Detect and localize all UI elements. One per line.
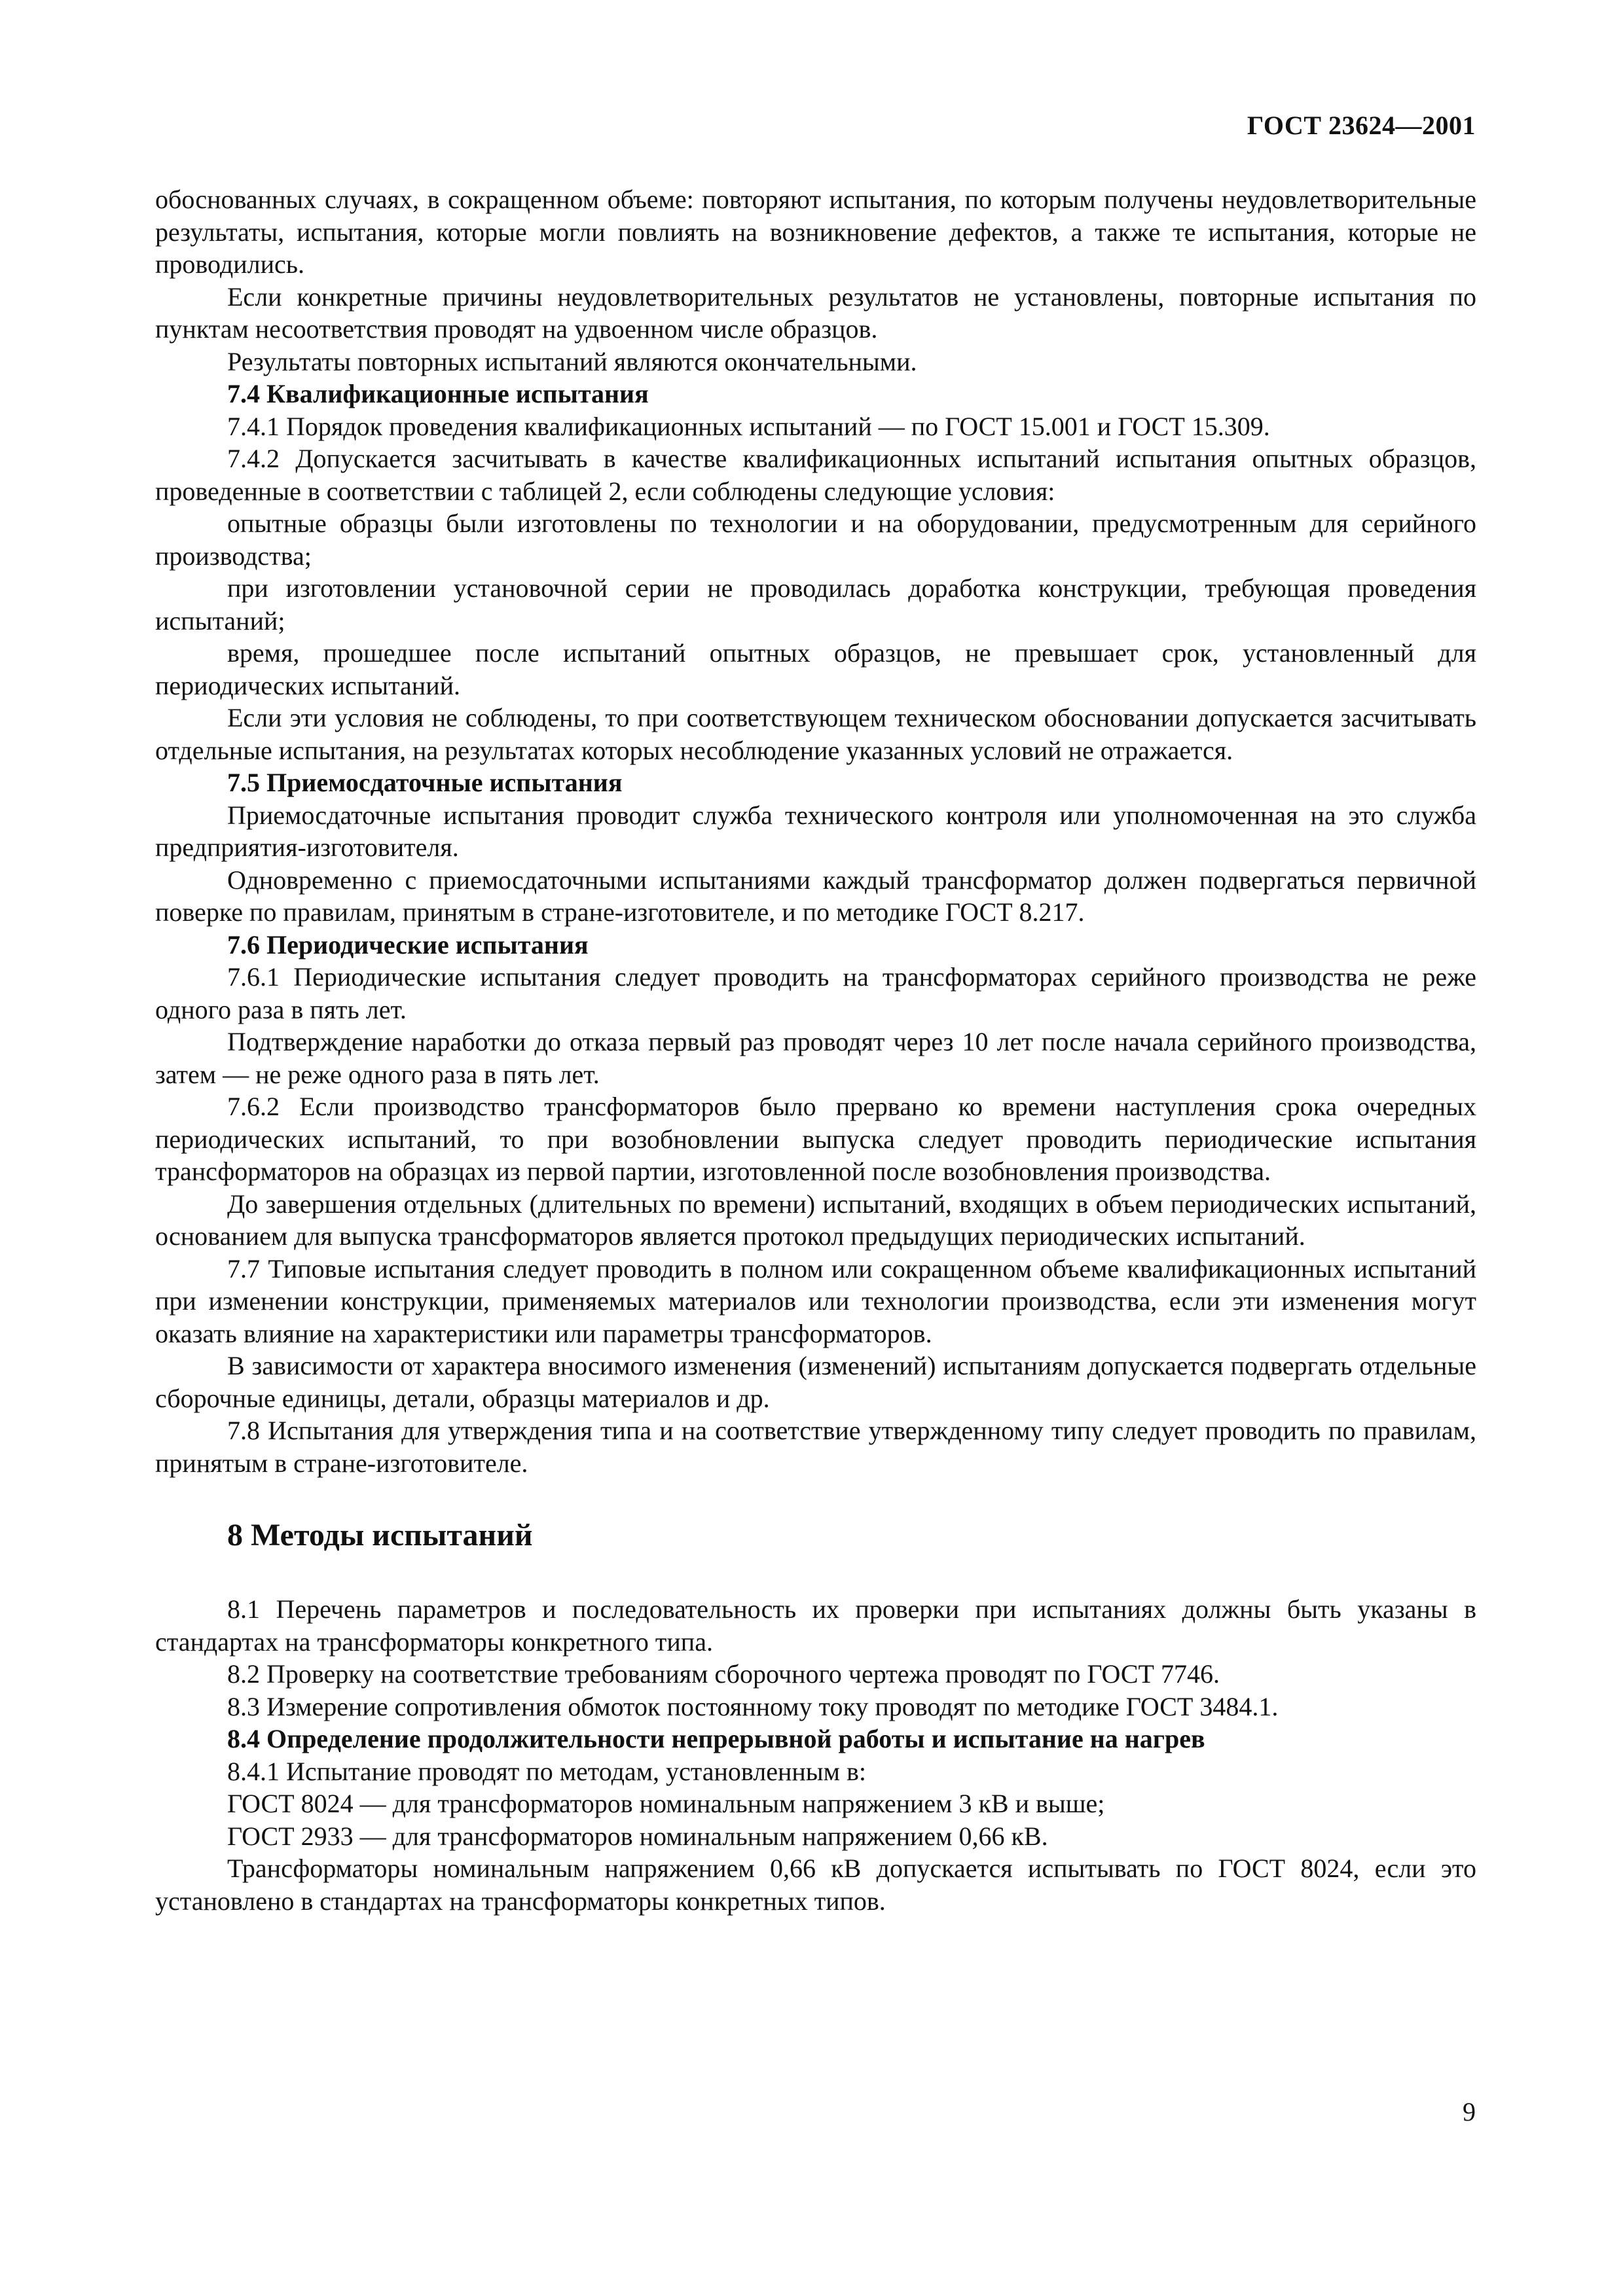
document-body (155, 183, 1476, 1917)
paragraph: До завершения отдельных (длительных по времени) испытаний, входящих в объем периодических испытаний, основанием для выпуска трансформаторов является протокол предыдущих периодических испытаний. (155, 1189, 1476, 1251)
paragraph: Трансформаторы номинальным напряжением 0,66 кВ допускается испытывать по ГОСТ 8024, если это установлено в стандартах на трансформаторы конкретных типов. (155, 1854, 1476, 1916)
document-header: ГОСТ 23624—2001 (1247, 111, 1476, 140)
paragraph: время, прошедшее после испытаний опытных образцов, не превышает срок, установленный для периодических испытаний. (155, 638, 1476, 700)
subsection-heading-7-6: 7.6 Периодические испытания (227, 929, 589, 960)
paragraph: 7.6.2 Если производство трансформаторов было прервано ко времени наступления срока очередных периодических испытаний, то при возобновлении выпуска следует проводить периодические испытания трансформаторов на образцах из первой партии, изготовленной после возобновления производства. (155, 1092, 1476, 1186)
paragraph: Приемосдаточные испытания проводит служба технического контроля или уполномоченная на это служба предприятия-изготовителя. (155, 800, 1476, 862)
paragraph: опытные образцы были изготовлены по технологии и на оборудовании, предусмотренным для серийного производства; (155, 509, 1476, 571)
paragraph: Если эти условия не соблюдены, то при соответствующем техническом обосновании допускается засчитывать отдельные испытания, на результатах которых несоблюдение указанных условий не отражается. (155, 703, 1476, 765)
paragraph: при изготовлении установочной серии не проводилась доработка конструкции, требующая проведения испытаний; (155, 573, 1476, 636)
subsection-heading-8-4: 8.4 Определение продолжительности непрерывной работы и испытание на нагрев (227, 1724, 1205, 1753)
subsection-heading-7-5: 7.5 Приемосдаточные испытания (227, 768, 623, 797)
paragraph: 7.4.2 Допускается засчитывать в качестве квалификационных испытаний испытания опытных образцов, проведенные в соответствии с таблицей 2, если соблюдены следующие условия: (155, 444, 1476, 506)
paragraph: 8.3 Измерение сопротивления обмоток постоянному току проводят по методике ГОСТ 3484.1. (227, 1691, 1279, 1721)
paragraph: 8.4.1 Испытание проводят по методам, установленным в: (227, 1756, 866, 1786)
paragraph: 7.7 Типовые испытания следует проводить в полном или сокращенном объеме квалификационных испытаний при изменении конструкции, применяемых материалов или технологии производства, если эти изменения могут оказать влияние на характеристики или параметры трансформаторов. (155, 1253, 1476, 1348)
paragraph: ГОСТ 2933 — для трансформаторов номинальным напряжением 0,66 кВ. (227, 1821, 1048, 1851)
paragraph: Одновременно с приемосдаточными испытаниями каждый трансформатор должен подвергаться первичной поверке по правилам, принятым в стране-изготовителе, и по методике ГОСТ 8.217. (155, 865, 1476, 927)
paragraph: 8.1 Перечень параметров и последовательность их проверки при испытаниях должны быть указаны в стандартах на трансформаторы конкретного типа. (155, 1594, 1476, 1657)
subsection-heading-7-4: 7.4 Квалификационные испытания (227, 379, 649, 408)
paragraph: Результаты повторных испытаний являются окончательными. (227, 346, 917, 376)
section-heading-8: 8 Методы испытаний (227, 1518, 533, 1552)
paragraph: обоснованных случаях, в сокращенном объеме: повторяют испытания, по которым получены неудовлетворительные результаты, испытания, которые могли повлиять на возникновение дефектов, а также те испытания, которые не проводились. (155, 185, 1476, 279)
paragraph: Если конкретные причины неудовлетворительных результатов не установлены, повторные испытания по пунктам несоответствия проводят на удвоенном числе образцов. (155, 281, 1476, 344)
paragraph: В зависимости от характера вносимого изменения (изменений) испытаниям допускается подвергать отдельные сборочные единицы, детали, образцы материалов и др. (155, 1351, 1476, 1413)
paragraph: 8.2 Проверку на соответствие требованиям сборочного чертежа проводят по ГОСТ 7746. (227, 1659, 1220, 1689)
paragraph: 7.8 Испытания для утверждения типа и на соответствие утвержденному типу следует проводить по правилам, принятым в стране-изготовителе. (155, 1416, 1476, 1478)
paragraph: Подтверждение наработки до отказа первый раз проводят через 10 лет после начала серийного производства, затем — не реже одного раза в пять лет. (155, 1027, 1476, 1089)
paragraph: 7.6.1 Периодические испытания следует проводить на трансформаторах серийного производства не реже одного раза в пять лет. (155, 962, 1476, 1024)
page-number: 9 (1463, 2097, 1476, 2126)
paragraph: 7.4.1 Порядок проведения квалификационных испытаний — по ГОСТ 15.001 и ГОСТ 15.309. (227, 411, 1270, 441)
paragraph: ГОСТ 8024 — для трансформаторов номинальным напряжением 3 кВ и выше; (227, 1789, 1105, 1818)
